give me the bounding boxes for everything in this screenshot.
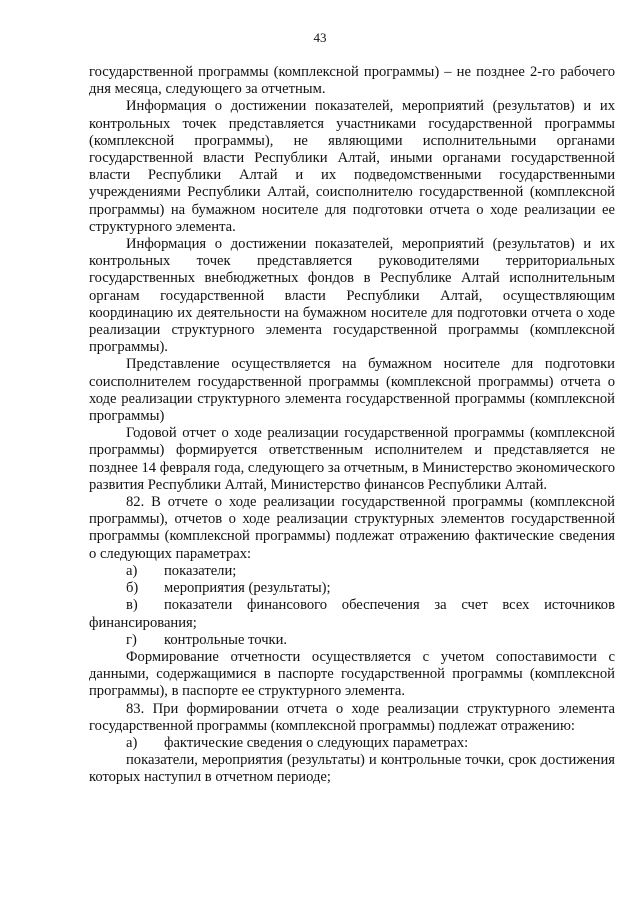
list-marker: в): [126, 597, 138, 614]
list-marker: а): [126, 734, 138, 751]
list-item-text: фактические сведения о следующих параметрах:: [164, 734, 469, 751]
list-item: [89, 580, 615, 597]
paragraph: Формирование отчетности осуществляется с учетом сопоставимости с данными, содержащимися в паспорте государственной программы (комплексной программы), в паспорте ее структурного элемента.: [89, 648, 615, 700]
page-number: 43: [313, 30, 327, 45]
paragraph-82: 82. В отчете о ходе реализации государственной программы (комплексной программы), отчетов о ходе реализации структурных элементов государственной программы (комплексной программы) подлежат отражению фактические сведения о следующих параметрах:: [89, 494, 615, 562]
list-marker: б): [126, 580, 139, 597]
paragraph: Представление осуществляется на бумажном носителе для подготовки соисполнителем государственной программы (комплексной программы) отчета о ходе реализации структурного элемента государственной программы (комплексной программы): [89, 356, 615, 425]
list-item: [89, 597, 615, 631]
list-item-text: показатели финансового обеспечения за счет всех источников финансирования;: [89, 597, 615, 631]
list-item-text: контрольные точки.: [164, 631, 288, 648]
list-item-text: мероприятия (результаты);: [164, 580, 331, 597]
list-item: [89, 735, 615, 752]
paragraph: показатели, мероприятия (результаты) и контрольные точки, срок достижения которых наступил в отчетном периоде;: [89, 752, 615, 786]
paragraph: Годовой отчет о ходе реализации государственной программы (комплексной программы) формируется ответственным исполнителем и представляется не позднее 14 февраля года, следующего за отчетным, в Министерство экономического развития Республики Алтай, Министерство финансов Республики Алтай.: [89, 425, 615, 493]
list-item-text: показатели;: [164, 562, 237, 579]
list-item: [89, 563, 615, 580]
list-item: [89, 632, 615, 649]
list-marker: а): [126, 562, 138, 579]
document-body: [89, 64, 615, 787]
paragraph: Информация о достижении показателей, мероприятий (результатов) и их контрольных точек представляется руководителями территориальных государственных внебюджетных фондов в Республике Алтай исполнительным органам государственной власти Республики Алтай, осуществляющим координацию их деятельности на бумажном носителе для подготовки отчета о ходе реализации структурного элемента государственной программы (комплексной программы).: [89, 236, 615, 356]
list-marker: г): [126, 631, 137, 648]
paragraph-83: 83. При формировании отчета о ходе реализации структурного элемента государственной программы (комплексной программы) подлежат отражению:: [89, 700, 615, 734]
paragraph: государственной программы (комплексной программы) – не позднее 2-го рабочего дня месяца, следующего за отчетным.: [89, 64, 615, 98]
paragraph: Информация о достижении показателей, мероприятий (результатов) и их контрольных точек представляется участниками государственной программы (комплексной программы), не являющими исполнительными органами государственной власти Республики Алтай, иными органами государственной власти Республики Алтай и их подведомственными государственными учреждениями Республики Алтай, соисполнителю государственной (комплексной программы) на бумажном носителе для подготовки отчета о ходе реализации ее структурного элемента.: [89, 98, 615, 235]
